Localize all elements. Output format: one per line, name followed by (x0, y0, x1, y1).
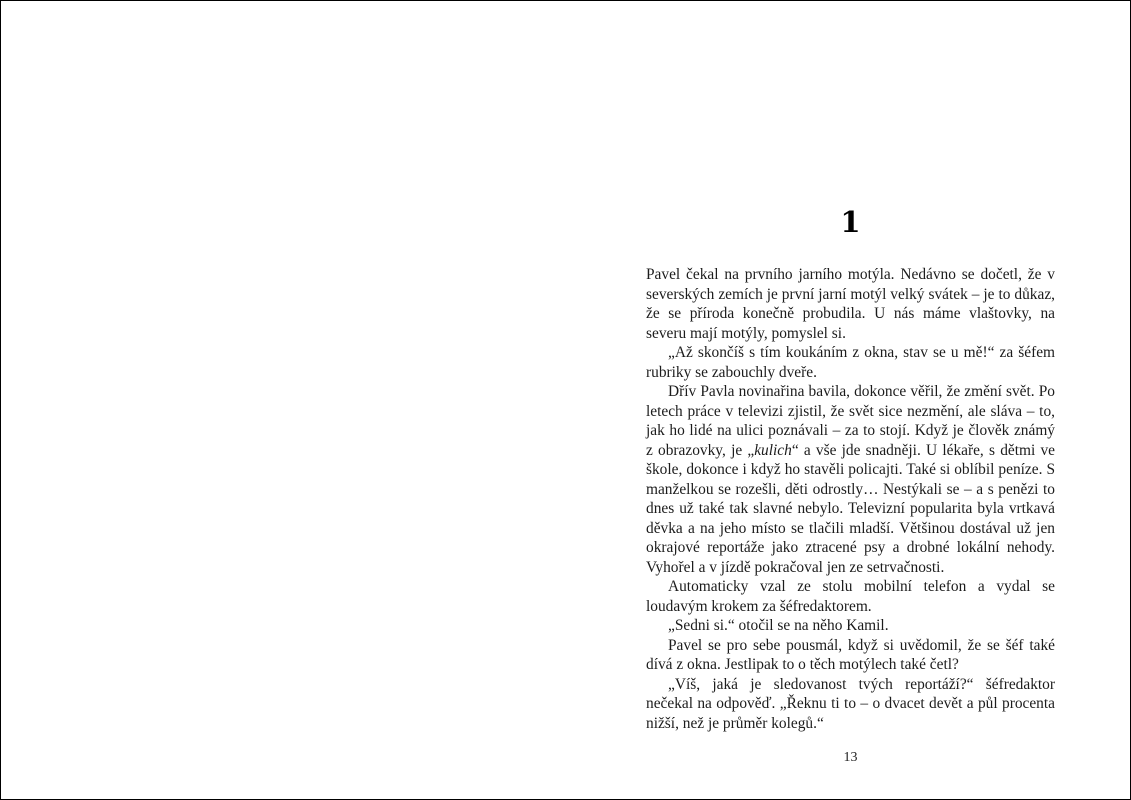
paragraph (646, 343, 1055, 382)
paragraph-text: „Víš, jaká je sledovanost tvých reportáží?“ šéfredaktor nečekal na odpověď. „Řeknu ti to – o dvacet devět a půl procenta nižší, než je průměr kolegů.“ (646, 675, 1055, 732)
paragraph-text: „Až skončíš s tím koukáním z okna, stav se u mě!“ za šéfem rubriky se zabouchly dveře. (646, 344, 1055, 381)
italic-word: kulich (754, 441, 792, 459)
paragraph-text: Dřív Pavla novinařina bavila, dokonce věřil, že změní svět. Po letech práce v televizi zjistil, že svět sice nezmění, ale sláva – to, jak ho lidé na ulici poznávali – za to stojí. Když je člověk známý z obrazovky, je „ (646, 383, 1055, 459)
paragraph (646, 675, 1055, 734)
paragraph (646, 616, 1055, 636)
paragraph (646, 636, 1055, 675)
text-column (646, 205, 1055, 733)
chapter-number: 1 (840, 205, 861, 239)
paragraph-text: „Sedni si.“ otočil se na něho Kamil. (668, 617, 889, 634)
paragraph-text: Automaticky vzal ze stolu mobilní telefon a vydal se loudavým krokem za šéfredaktorem. (646, 578, 1055, 615)
paragraph-text: Pavel se pro sebe pousmál, když si uvědomil, že se šéf také dívá z okna. Jestlipak to o těch motýlech také četl? (646, 636, 1055, 673)
paragraph (646, 265, 1055, 343)
paragraph (646, 382, 1055, 577)
paragraph-text: Pavel čekal na prvního jarního motýla. Nedávno se dočetl, že v severských zemích je první jarní motýl velký svátek – je to důkaz, že se příroda konečně probudila. U nás máme vlaštovky, na severu mají motýly, pomyslel si. (646, 266, 1055, 342)
paragraph-text: “ a vše jde snadněji. U lékaře, s dětmi ve škole, dokonce i když ho stavěli policajti. Také si oblíbil peníze. S manželkou se rozešli, děti odrostly… Nestýkali se – a s penězi to dnes už také tak slavné nebylo. Televizní popularita byla vrtkavá děvka a na jeho místo se tlačili mladší. Většinou dostával už jen okrajové reportáže jako ztracené psy a drobné lokální nehody. Vyhořel a v jízdě pokračoval jen ze setrvačnosti. (646, 441, 1055, 576)
page-number: 13 (843, 750, 858, 765)
paragraph (646, 577, 1055, 616)
